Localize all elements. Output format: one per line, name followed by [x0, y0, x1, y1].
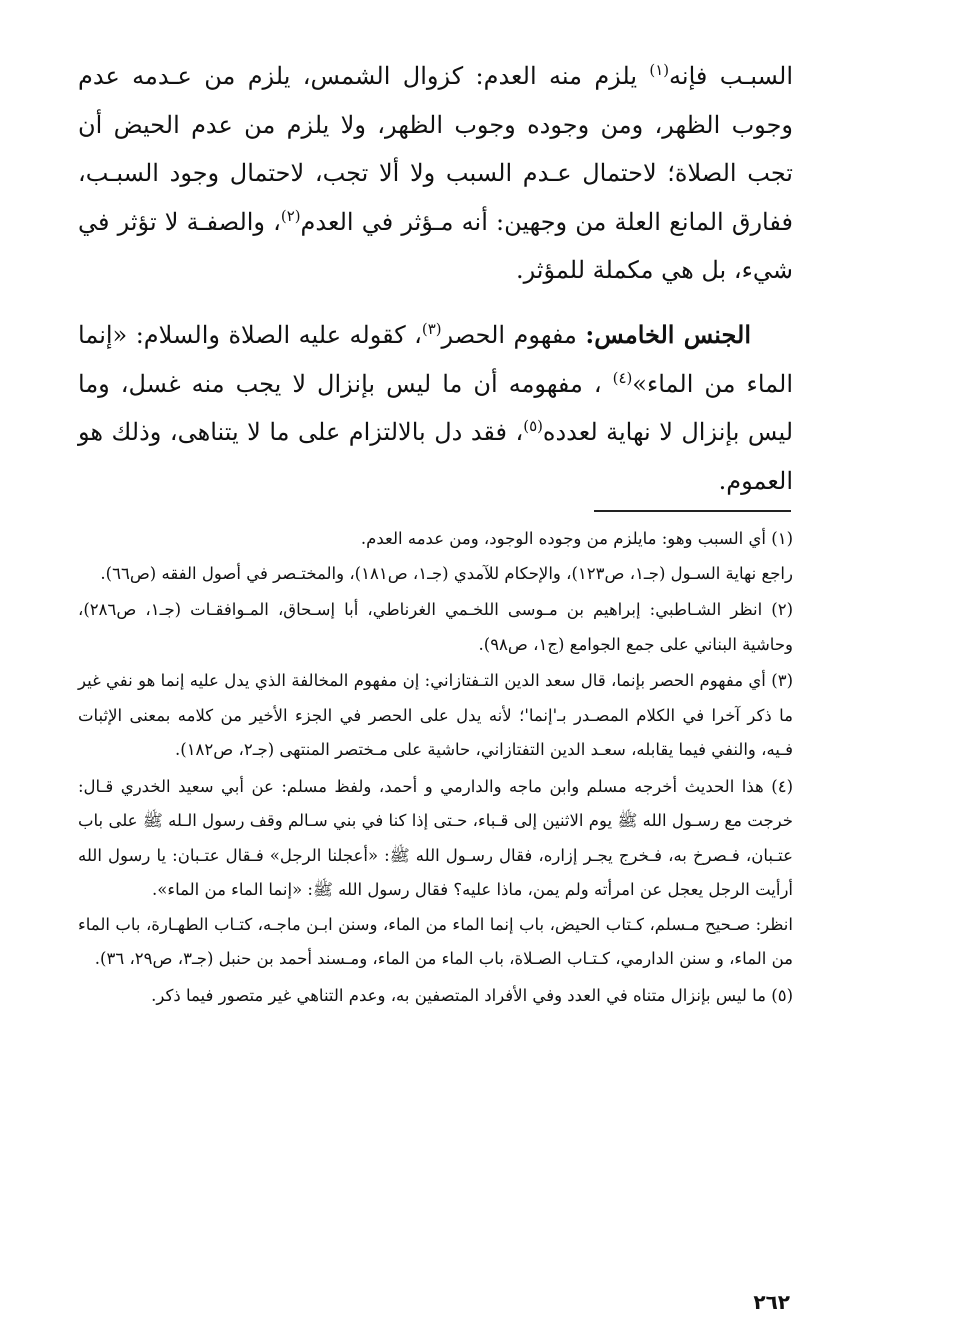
footnote-5	[78, 979, 793, 1014]
text-run: مفهوم الحصر	[441, 320, 586, 349]
footnote-text: ما ليس بإنزال متناه في العدد وفي الأفراد المتصفين به، وعدم التناهي غير متصور فيما ذكر.	[151, 985, 766, 1005]
footnote-marker: (٢)	[280, 206, 301, 225]
footnote-marker: (٤)	[612, 368, 633, 387]
paragraph-1	[78, 52, 793, 295]
section-heading: الجنس الخامس:	[585, 319, 752, 349]
footnote-3	[78, 664, 793, 768]
footnote-text: هذا الحديث أخرجه مسلم وابن ماجه والدارمي و أحمد، ولفظ مسلم: عن أبي سعيد الخدري قـال: خرجت مع رسـول الله ﷺ يوم الاثنين إلى قـباء، حـتى إذا كنا في بني سـالم وقف رسول الـله ﷺ على باب عتـبان، فـصرخ به، فـخرج يجـر إزاره، فقال رسـول الله ﷺ: «أعجلنا الرجل» فـقال عتـبان: يا رسول الله أرأيت الرجل يعجل عن امرأته ولم يمن، ماذا عليه؟ فقال رسول الله ﷺ: «إنما الماء من الماء».	[78, 776, 793, 899]
footnote-marker: (١)	[649, 61, 670, 79]
footnote-number: (٤)	[771, 776, 793, 796]
footnote-4	[78, 770, 793, 977]
text-run: ، فقد دل بالالتزام على ما لا يتناهى، وذلك هو العموم.	[78, 418, 793, 495]
footnote-1	[78, 522, 793, 591]
footnote-separator	[594, 510, 791, 512]
footnote-number: (١)	[771, 529, 793, 548]
footnote-text: أي مفهوم الحصر بإنما، قال سعد الدين التـفتازاني: إن مفهوم المخالفة الذي يدل عليه إنما هو نفي غير ما ذكر آخرا في الكلام المصـدر بـ'إنما'؛ لأنه يدل على الحصر في الجزء الأخير من كلامه بمعنى الإثبات فـيه، والنفي فيما يقابله، سعـد الدين التفتازاني، حاشية على مـختصر المنتهى (جـ٢، ص١٨٢).	[78, 671, 793, 759]
footnote-number: (٢)	[771, 600, 793, 619]
page-number: ٢٦٢	[753, 1290, 790, 1314]
text-run: السبـب فإنه	[669, 62, 793, 90]
paragraph-2	[78, 311, 793, 505]
footnote-reference: راجع نهاية السـول (جـ١، ص١٢٣)، والإحكام للآمدي (جـ١، ص١٨١)، والمختـصر في أصول الفقه (ص٦٦).	[100, 563, 793, 583]
footnote-marker: (٣)	[421, 319, 442, 338]
footnote-text: انظر الشـاطبي: إبراهيم بن مـوسى اللخـمي الغرناطي، أبا إسـحاق، المـوافقـات (جـ١، ص٢٨٦)، وحاشية البناني على جمع الجوامع (ج١، ص٩٨).	[78, 600, 793, 654]
footnote-number: (٥)	[771, 985, 793, 1005]
footnote-text: أي السبب وهو: مايلزم من وجوده الوجود، ومن عدمه العدم.	[360, 529, 766, 548]
text-run: ، مفهومه أن ما ليس بإنزال لا يجب منه غسل، وما ليس بإنزال لا نهاية لعدده	[78, 369, 794, 447]
footnote-2	[78, 593, 793, 662]
text-run: ، والصفـة لا تؤثر في شيء، بل هي مكملة للمؤثر.	[78, 207, 793, 285]
main-text	[78, 52, 793, 505]
footnotes	[78, 522, 793, 1015]
text-run: يلزم منه العدم: كزوال الشمس، يلزم من عـدمه عدم وجوب الظهر، ومن وجوده وجوب الظهر، ولا يلزم من عدم الحيض أن تجب الصلاة؛ لاحتمال عـدم السبب ولا ألا تجب، لاحتمال وجود السبـب، ففارق المانع العلة من وجهين: أنه مـؤثر في العدم	[78, 62, 793, 236]
footnote-marker: (٥)	[523, 417, 543, 436]
text-run: ، كقوله عليه الصلاة والسلام: «إنما الماء من الماء»	[78, 320, 793, 398]
footnote-reference: انظر: صـحيح مـسلم، كـتاب الحيض، باب إنما الماء من الماء، وسنن ابـن ماجـه، كتـاب الطهـارة، باب الماء من الماء، و سنن الدارمي، كـتـاب الصـلاة، باب الماء من الماء، ومـسند أحمد بن حنبل (جـ٣، ص٢٩، ٣٦).	[78, 914, 793, 968]
footnote-number: (٣)	[771, 671, 793, 690]
